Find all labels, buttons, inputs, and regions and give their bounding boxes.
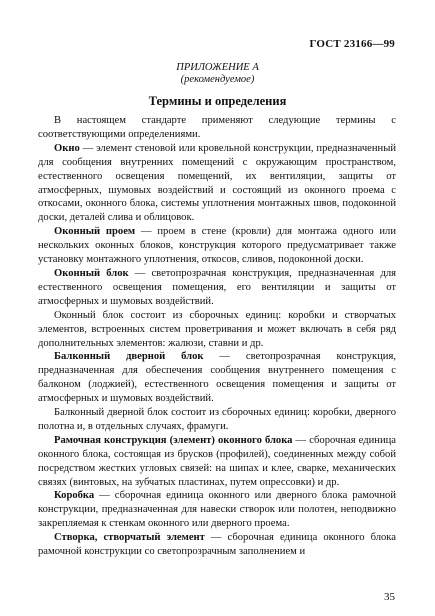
definition-text: — светопрозрачная конструкция, предназначенная для естественного освещения помещения, его вентиляции и защиты от атмосферных и шумовых воздействий. [38,267,396,307]
paragraph-text: В настоящем стандарте применяют следующие термины с соответствующими определениями. [38,115,396,140]
appendix-title: ПРИЛОЖЕНИЕ А [176,62,259,73]
term: Окно [54,142,80,154]
term: Балконный дверной блок [54,351,204,363]
definition-text: — сборочная единица оконного блока, состоящая из брусков (профилей), соединенных между собой посредством жестких угловых связей: на шипах и клее, сварке, механических связях (винтовых, на зубчатых пластинах, путем опрессовки) и др. [38,434,397,488]
definition-text: — сборочная единица оконного или дверного блока рамочной конструкции, предназначенная для навески створок или полотен, неподвижно закрепляемая к стенкам оконного или дверного проема. [38,490,396,530]
paragraph-definition-ramochnaya [38,434,396,490]
body-text [38,114,396,559]
paragraph-definition-okno [38,142,396,225]
paragraph-definition-proem [38,225,396,267]
definition-text: — проем в стене (кровли) для монтажа одного или нескольких оконных блоков, конструкция которого предусматривает также установку монтажного уплотнения, откосов, сливов, подоконной доски. [38,226,396,266]
term: Коробка [54,490,95,502]
term: Рамочная конструкция (элемент) оконного блока [54,434,293,446]
paragraph-intro [38,114,396,142]
term: Оконный проем [54,226,136,238]
term: Оконный блок [54,267,129,279]
paragraph-definition-balkon [38,350,396,406]
term: Створка, створчатый элемент [54,532,205,544]
appendix-heading [0,62,435,86]
appendix-note: (рекомендуемое) [180,74,255,85]
paragraph-blok-components [38,309,396,351]
paragraph-text: Балконный дверной блок состоит из сборочных единиц: коробки, дверного полотна и, в отдельных случаях, фрамуги. [38,407,396,432]
section-title: Термины и определения [148,94,287,108]
definition-text: — элемент стеновой или кровельной конструкции, предназначенный для сообщения внутренних помещений с окружающим пространством, естественного освещения помещений, их вентиляции, защиты от атмосферных, шумовых воздействий и состоящий из оконного проема с откосами, оконного блока, системы уплотнения монтажных швов, подоконной доски, деталей слива и облицовок. [38,142,396,224]
paragraph-definition-korobka [38,489,396,531]
paragraph-text: Оконный блок состоит из сборочных единиц: коробки и створчатых элементов, встроенных систем проветривания и может включать в себя ряд дополнительных элементов: жалюзи, ставни и др. [38,309,396,349]
definition-text: — сборочная единица оконного блока рамочной конструкции со светопрозрачным заполнением и [38,532,396,558]
paragraph-balkon-components [38,406,396,434]
standard-header: ГОСТ 23166—99 [309,38,395,50]
definition-text: — светопрозрачная конструкция, предназначенная для обеспечения сообщения внутреннего помещения с балконом (лоджией), естественного освещения помещения и защиты от атмосферных и шумовых воздействий. [38,351,396,405]
paragraph-definition-stvorka [38,531,396,559]
paragraph-definition-blok [38,267,396,309]
page-number: 35 [384,591,395,603]
